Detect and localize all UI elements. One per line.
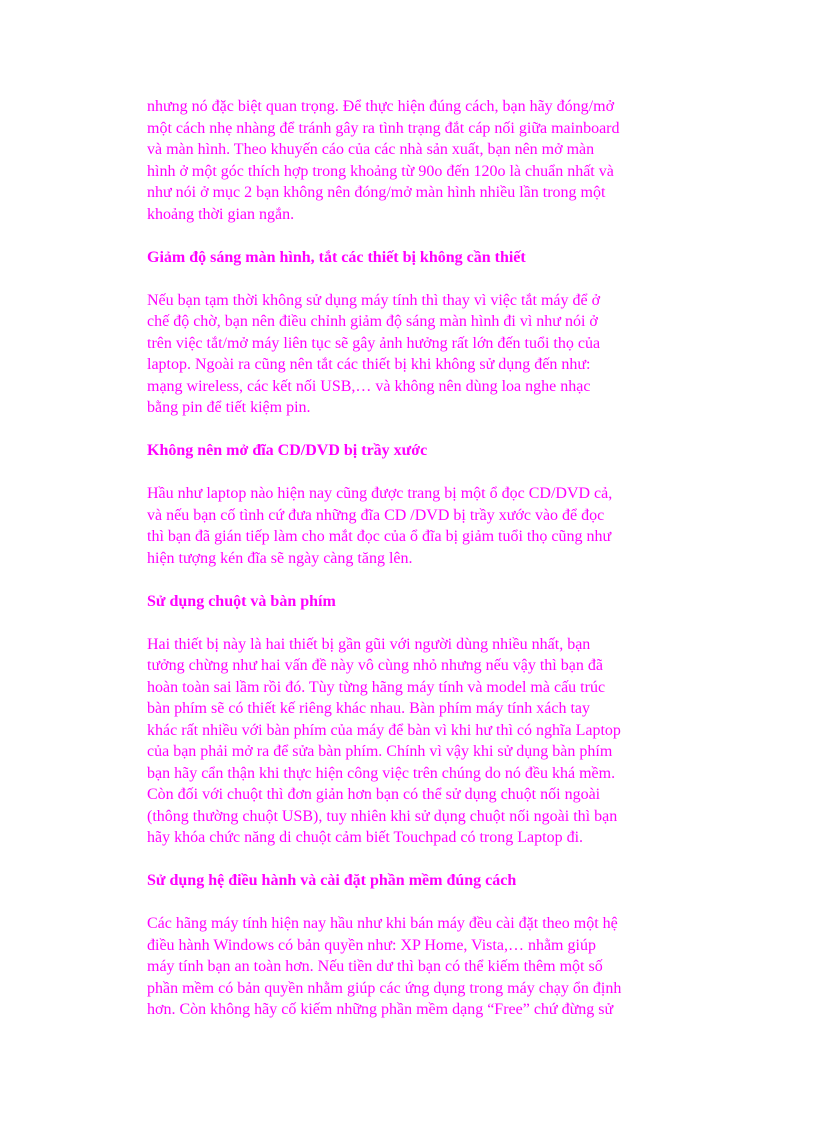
section-body-mouse-keyboard: Hai thiết bị này là hai thiết bị gần gũi với người dùng nhiều nhất, bạn tưởng chừng như hai vấn đề này vô cùng nhỏ nhưng nếu vậy thì bạn đã hoàn toàn sai lầm rồi đó. Tùy từng hãng máy tính và model mà cấu trúc bàn phím sẽ có thiết kế riêng khác nhau. Bàn phím máy tính xách tay khác rất nhiều với bàn phím của máy để bàn vì khi hư thì có nghĩa Laptop của bạn phải mở ra để sửa bàn phím. Chính vì vậy khi sử dụng bàn phím bạn hãy cẩn thận khi thực hiện công việc trên chúng do nó đều khá mềm. Còn đối với chuột thì đơn giản hơn bạn có thể sử dụng chuột nối ngoài (thông thường chuột USB), tuy nhiên khi sử dụng chuột nối ngoài thì bạn hãy khóa chức năng di chuột cảm biết Touchpad có trong Laptop đi. <box>147 635 621 846</box>
spacer <box>147 849 687 871</box>
section-body-os-software: Các hãng máy tính hiện nay hầu như khi bán máy đều cài đặt theo một hệ điều hành Windows có bản quyền như: XP Home, Vista,… nhằm giúp máy tính bạn an toàn hơn. Nếu tiền dư thì bạn có thể kiếm thêm một số phần mềm có bản quyền nhằm giúp các ứng dụng trong máy chạy ổn định hơn. Còn không hãy cố kiếm những phần mềm dạng “Free” chứ đừng sử <box>147 915 622 1018</box>
section-heading-brightness: Giảm độ sáng màn hình, tắt các thiết bị không cần thiết <box>147 248 526 266</box>
spacer <box>147 462 687 484</box>
spacer <box>147 892 687 914</box>
spacer <box>147 225 687 247</box>
spacer <box>147 612 687 634</box>
spacer <box>147 268 687 290</box>
section-body-cd-dvd: Hầu như laptop nào hiện nay cũng được trang bị một ổ đọc CD/DVD cả, và nếu bạn cố tình cứ đưa những đĩa CD /DVD bị trầy xước vào để đọc thì bạn đã gián tiếp làm cho mắt đọc của ổ đĩa bị giảm tuổi thọ cũng như hiện tượng kén đĩa sẽ ngày càng tăng lên. <box>147 485 613 567</box>
spacer <box>147 569 687 591</box>
section-heading-mouse-keyboard: Sử dụng chuột và bàn phím <box>147 592 336 610</box>
intro-paragraph: nhưng nó đặc biệt quan trọng. Để thực hiện đúng cách, bạn hãy đóng/mở một cách nhẹ nhàng để tránh gây ra tình trạng đắt cáp nối giữa mainboard và màn hình. Theo khuyến cáo của các nhà sản xuất, bạn nên mở màn hình ở một góc thích hợp trong khoảng từ 90o đến 120o là chuẩn nhất và như nói ở mục 2 bạn không nên đóng/mở màn hình nhiều lần trong một khoảng thời gian ngắn. <box>147 98 620 223</box>
section-heading-os-software: Sử dụng hệ điều hành và cài đặt phần mềm đúng cách <box>147 872 517 889</box>
document-page <box>147 96 687 1021</box>
section-heading-cd-dvd: Không nên mở đĩa CD/DVD bị trầy xước <box>147 442 428 459</box>
spacer <box>147 419 687 441</box>
section-body-brightness: Nếu bạn tạm thời không sử dụng máy tính thì thay vì việc tắt máy để ở chế độ chờ, bạn nên điều chỉnh giảm độ sáng màn hình đi vì như nói ở trên việc tắt/mở máy liên tục sẽ gây ảnh hưởng rất lớn đến tuổi thọ của laptop. Ngoài ra cũng nên tắt các thiết bị khi không sử dụng đến như: mạng wireless, các kết nối USB,… và không nên dùng loa nghe nhạc bằng pin để tiết kiệm pin. <box>147 291 601 416</box>
